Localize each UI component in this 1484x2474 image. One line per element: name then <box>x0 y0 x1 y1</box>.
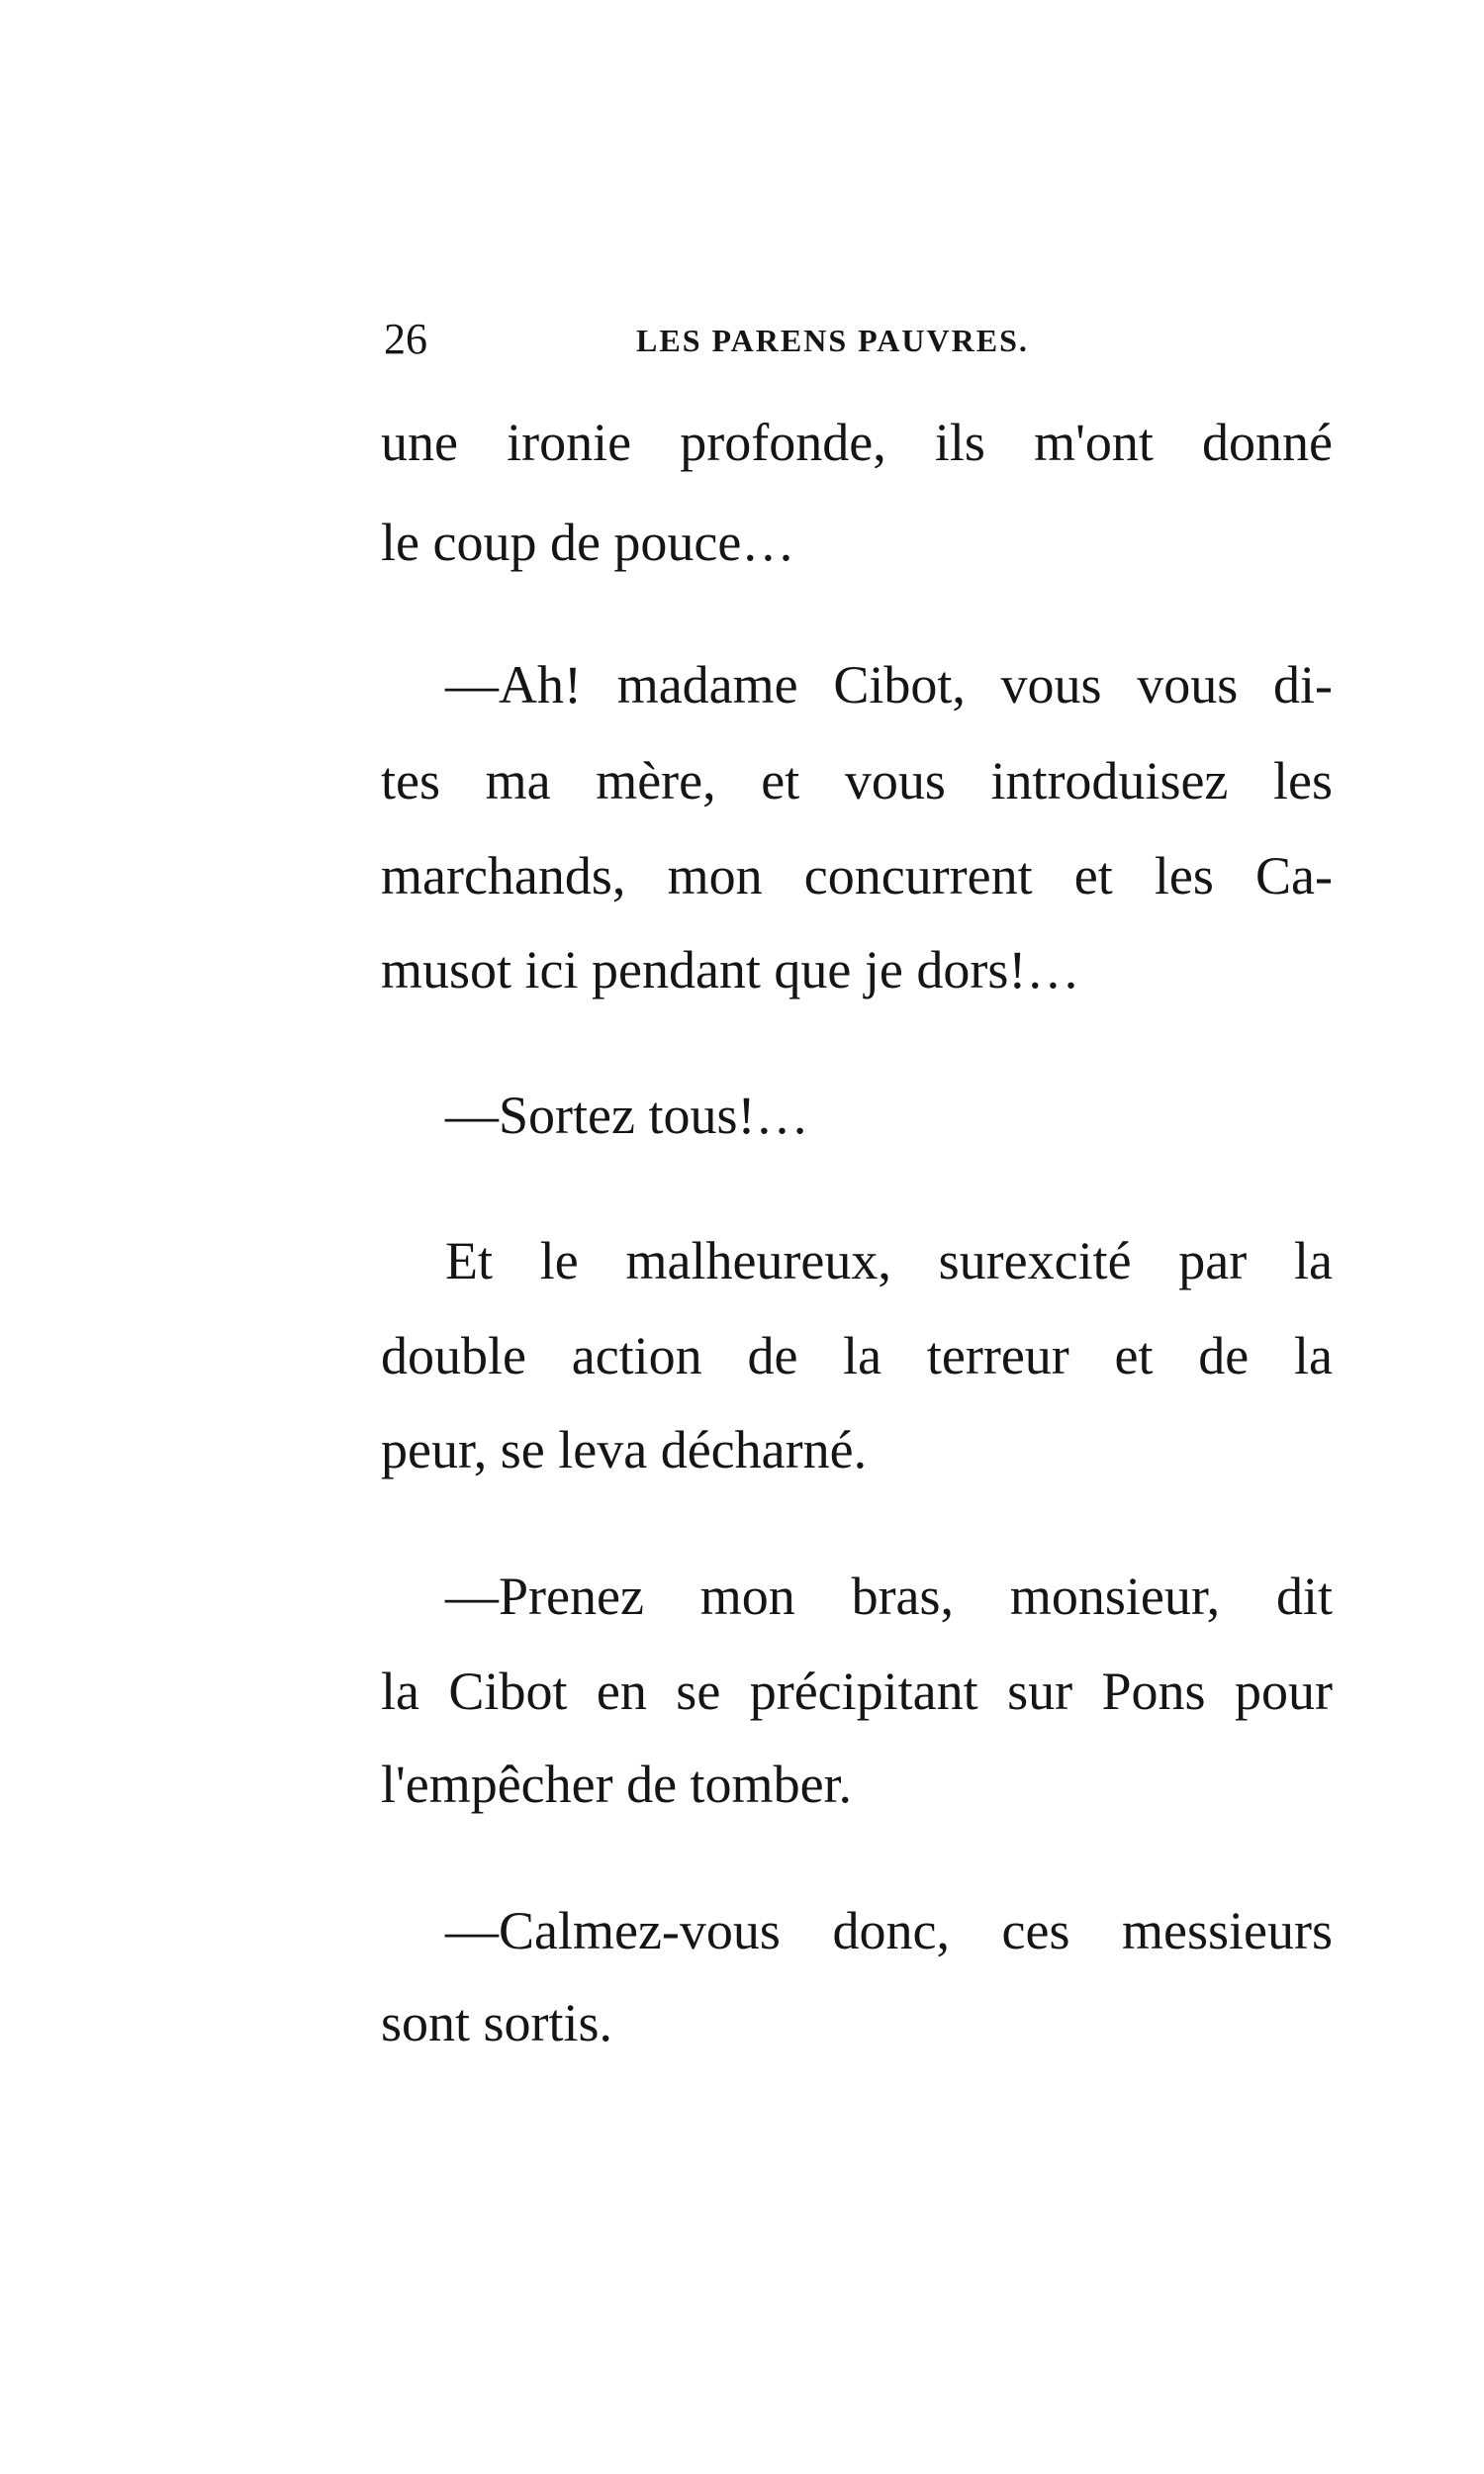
text-line: sont sortis. <box>381 1993 613 2052</box>
page-header <box>384 315 1353 364</box>
text-line: l'empêcher de tomber. <box>381 1755 853 1814</box>
text-line: Et le malheureux, surexcité par la <box>445 1231 1333 1290</box>
page-number: 26 <box>384 315 427 363</box>
text-line: musot ici pendant que je dors!… <box>381 940 1080 999</box>
text-line: tes ma mère, et vous introduisez les <box>381 751 1333 810</box>
text-line: une ironie profonde, ils m'ont donné <box>381 413 1333 472</box>
text-line: marchands, mon concurrent et les Ca- <box>381 846 1333 905</box>
text-line: le coup de pouce… <box>381 513 795 572</box>
text-line: —Ah! madame Cibot, vous vous di- <box>445 655 1333 714</box>
text-line: peur, se leva décharné. <box>381 1420 868 1479</box>
text-line: —Calmez-vous donc, ces messieurs <box>445 1901 1333 1960</box>
running-title: LES PARENS PAUVRES. <box>636 323 1029 358</box>
text-line: —Sortez tous!… <box>445 1086 809 1145</box>
text-line: la Cibot en se précipitant sur Pons pour <box>381 1662 1333 1721</box>
text-line: —Prenez mon bras, monsieur, dit <box>445 1567 1333 1626</box>
text-line: double action de la terreur et de la <box>381 1326 1333 1385</box>
